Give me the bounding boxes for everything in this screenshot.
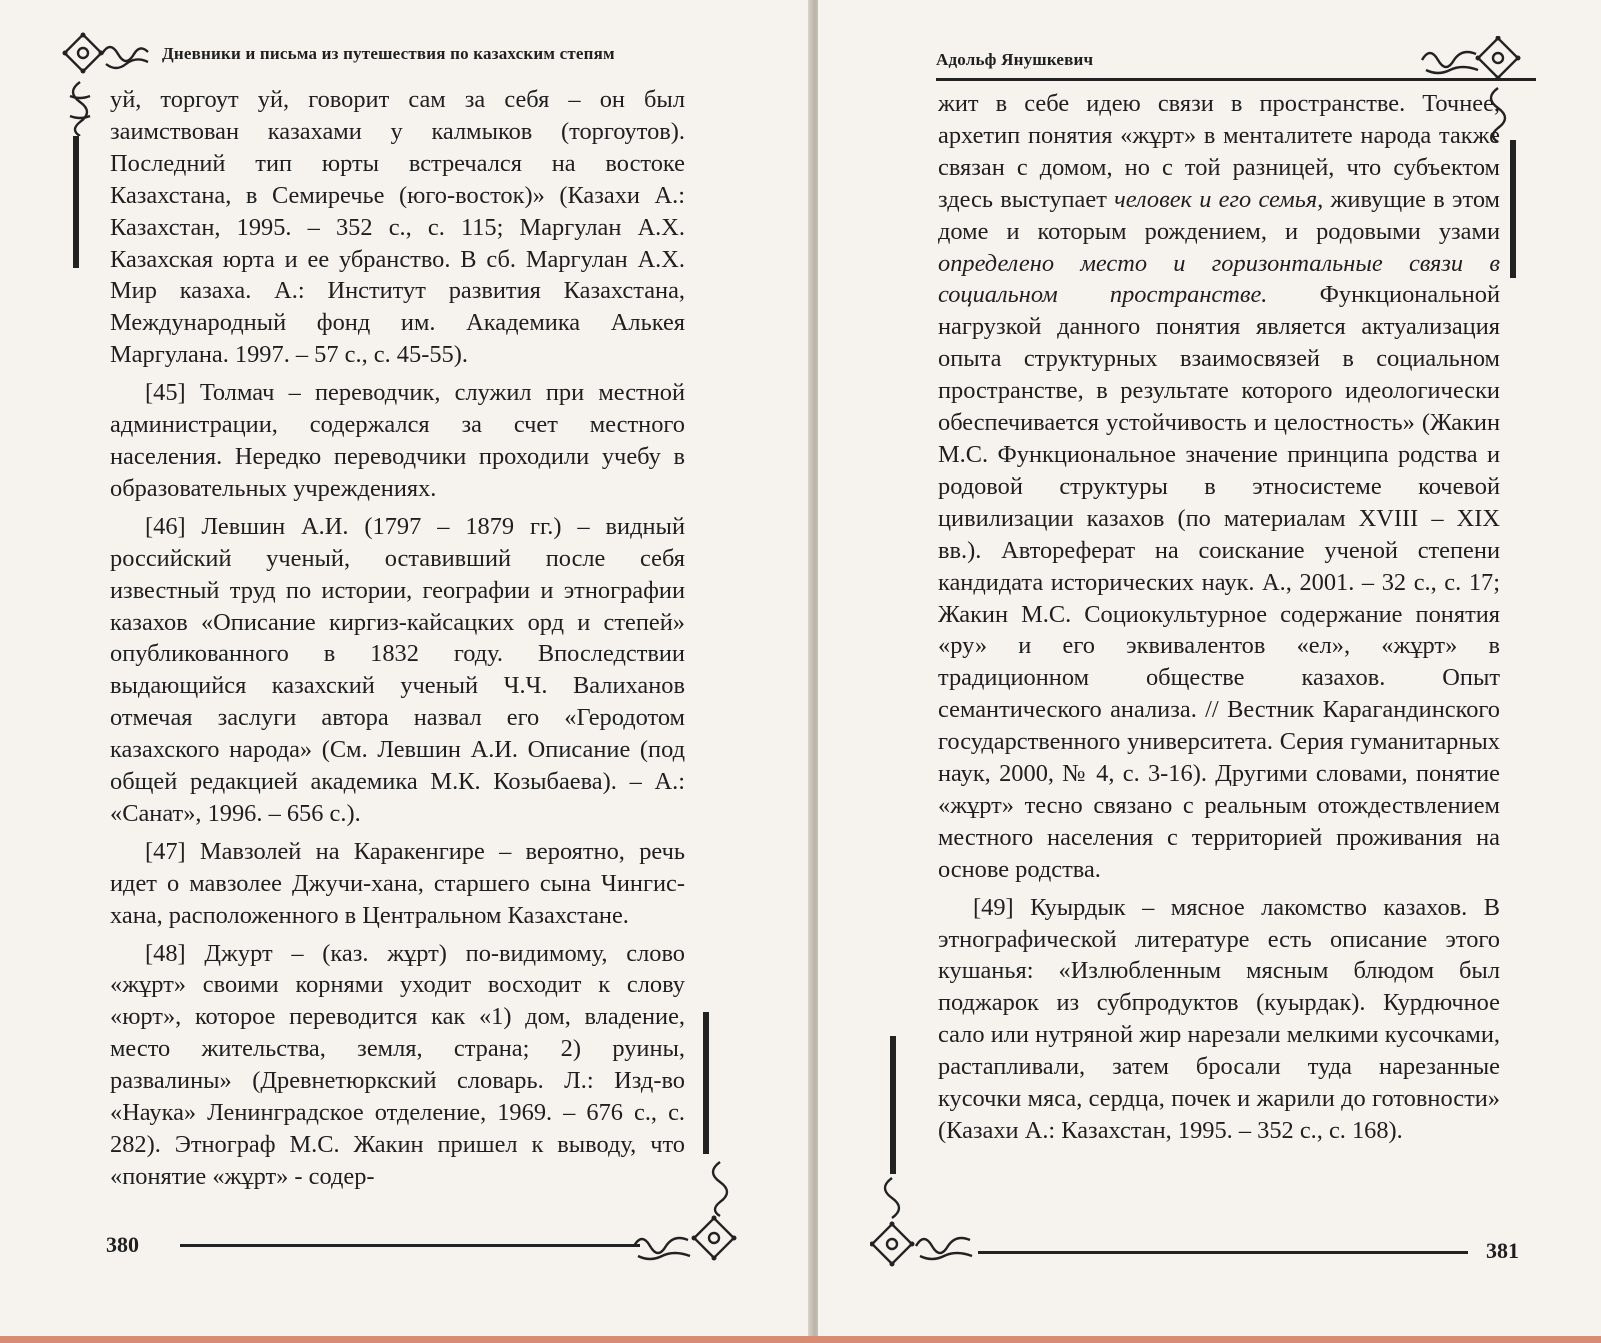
corner-ornament-top-left: [62, 32, 162, 80]
decorative-bar: [890, 1036, 896, 1174]
text-run: жит в себе идею связи в пространстве. Точнее, архетип понятия «жұрт» в менталитете народа также связан с домом, но с той разницей, что субъектом здесь выступает: [938, 90, 1500, 213]
page-number: 381: [1486, 1238, 1519, 1263]
paragraph: уй, торгоут уй, говорит сам за себя – он был заимствован казахами у калмыков (торгоутов). Последний тип юрты встречался на востоке Казахстана, в Семиречье (юго-восток)» (Казахи А.: Казахстан, 1995. – 352 с., с. 115; Маргулан А.Х. Казахская юрта и ее убранство. В сб. Маргулан А.Х. Мир казаха. А.: Институт развития Казахстана, Международный фонд им. Академика Алькея Маргулана. 1997. – 57 с., с. 45-55).: [110, 86, 685, 369]
body-text: [110, 84, 685, 1193]
footnote-47: [47] Мавзолей на Каракенгире – вероятно, речь идет о мавзолее Джучи-хана, старшего сына Чингис-хана, расположенного в Центральном Казахстане.: [110, 837, 685, 929]
footnote-46: [46] Левшин А.И. (1797 – 1879 гг.) – видный российский ученый, оставивший после себя известный труд по истории, географии и этнографии казахов «Описание киргиз-кайсацких орд и степей» опубликованного в 1832 году. Впоследствии выдающийся казахский ученый Ч.Ч. Валиханов отмечая заслуги автора назвал его «Геродотом казахского народа» (См. Левшин А.И. Описание (под общей редакцией академика М.К. Козыбаева). – А.: «Санат», 1996. – 656 с.).: [110, 512, 685, 827]
footer-rule: [180, 1244, 640, 1247]
paragraph-continuation: [938, 88, 1500, 886]
decorative-bar: [1510, 140, 1516, 278]
running-head: Дневники и письма из путешествия по казахским степям: [162, 44, 615, 63]
page-edge: [0, 1336, 1601, 1343]
footnote-49: [49] Куырдык – мясное лакомство казахов. В этнографической литературе есть описание этого кушанья: «Излюбленным мясным блюдом был поджарок из субпродуктов (куырдак). Курдючное сало или нутряной жир нарезали мелкими кусочками, растапливали, затем бросали туда нарезанные кусочки мяса, сердца, почек и жарили до готовности» (Казахи А.: Казахстан, 1995. – 352 с., с. 168).: [938, 893, 1500, 1144]
corner-ornament-bottom-left: [870, 1176, 982, 1280]
running-head: Адольф Янушкевич: [936, 50, 1094, 69]
footnote-48: [48] Джурт – (каз. жұрт) по-видимому, слово «жұрт» своими корнями уходит восходит к слову «юрт», которое переводится как «1) дом, владение, место жительства, земля, страна; 2) руины, развалины» (Древнетюркский словарь. Л.: Изд-во «Наука» Ленинградское отделение, 1969. – 676 с., с. 282). Этнограф М.С. Жакин пришел к выводу, что «понятие «жұрт» - содер-: [110, 939, 685, 1190]
italic-run: определено место и горизонтальные связи в социальном пространстве.: [938, 249, 1500, 309]
corner-ornament-bottom-right: [630, 1158, 742, 1270]
text-run: Функциональной нагрузкой данного понятия является актуализация опыта структурных взаимосвязей в социальном пространстве, в результате которого идеологически обеспечивается устойчивость и целостность» (Жакин М.С. Функциональное значение принципа родства и родовой структуры в этносистеме кочевой цивилизации казахов (по материалам XVIII – XIX вв.). Автореферат на соискание ученой степени кандидата исторических наук. А., 2001. – 32 с., с. 17; Жакин М.С. Социокультурное содержание понятия «ру» и его эквивалентов «ел», «жұрт» в традиционном обществе казахов. Опыт семантического анализа. // Вестник Карагандинского государственного университета. Серия гуманитарных наук, 2000, № 4, с. 3-16). Другими словами, понятие «жұрт» тесно связано с реальным отождествлением местного населения с территорией проживания на основе родства.: [938, 281, 1500, 883]
decorative-bar: [73, 136, 79, 268]
footer-rule: [978, 1251, 1468, 1254]
text-run: живущие в этом доме и которым рождением, и родовыми узами: [938, 185, 1500, 245]
body-text: [938, 88, 1500, 1147]
right-page: [818, 0, 1601, 1338]
decorative-bar: [703, 1012, 709, 1154]
footnote-45: [45] Толмач – переводчик, служил при местной администрации, содержался за счет местного населения. Нередко переводчики проходили учебу в образовательных учреждениях.: [110, 379, 685, 502]
corner-ornament-left-side: [62, 80, 98, 136]
page-number: 380: [106, 1232, 139, 1257]
italic-run: человек и его семья,: [1114, 185, 1324, 213]
